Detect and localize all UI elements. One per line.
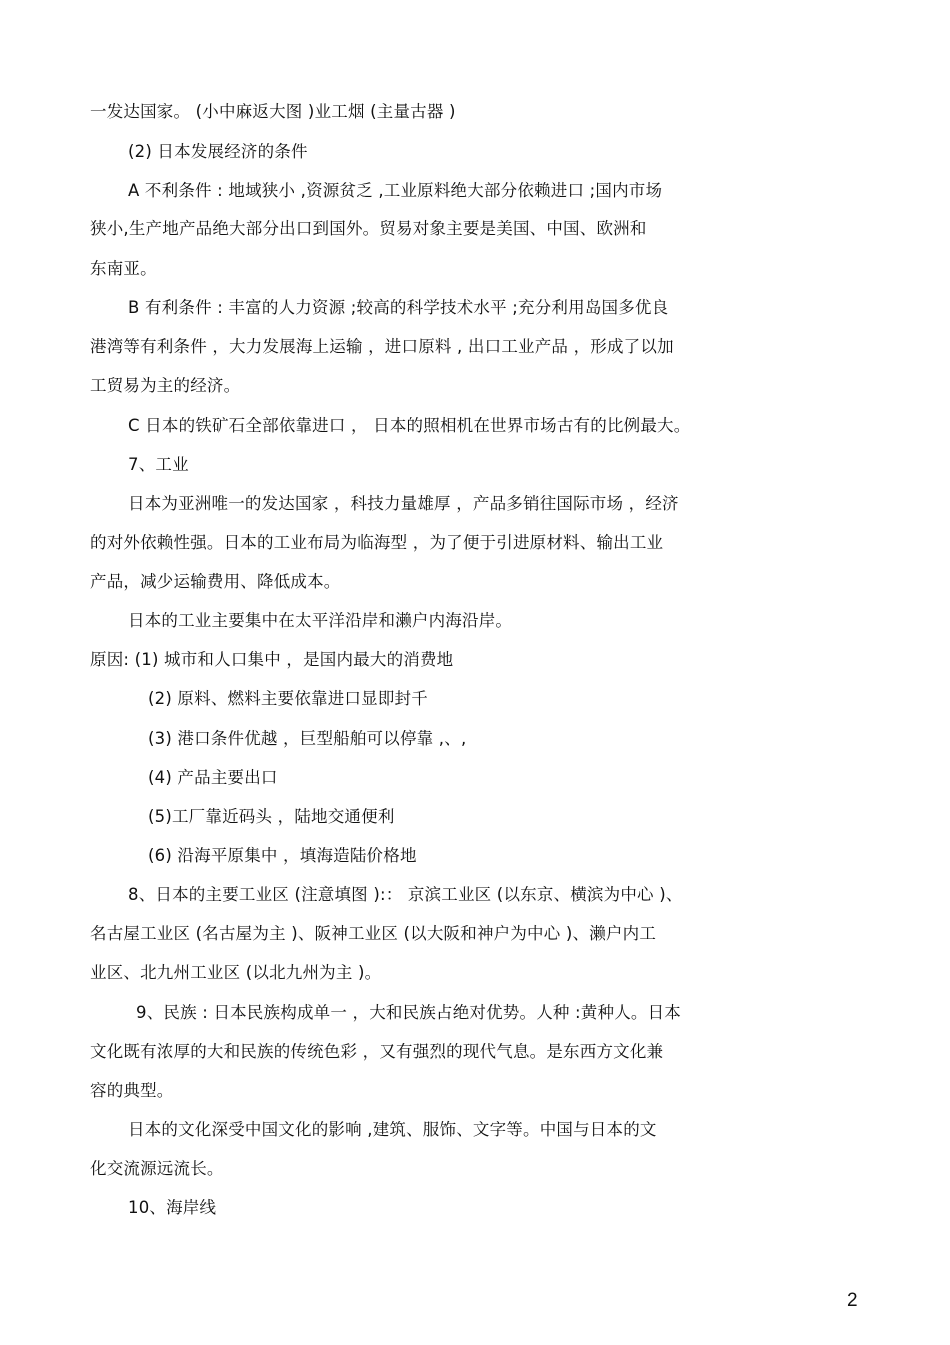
text-line-13: 产品，减少运输费用、降低成本。 — [90, 572, 341, 591]
text-line-2: (2) 日本发展经济的条件 — [128, 142, 308, 161]
text-line-14: 日本的工业主要集中在太平洋沿岸和濑户内海沿岸。 — [128, 611, 513, 630]
page-number: 2 — [847, 1290, 858, 1311]
text-line-9: C 日本的铁矿石全部依靠进口 ， 日本的照相机在世界市场古有的比例最大。 — [128, 416, 691, 435]
text-line-22: 名古屋工业区 (名古屋为主 )、阪神工业区 (以大阪和神户为中心 )、濑户内工 — [90, 924, 657, 943]
text-line-8: 工贸易为主的经济。 — [90, 376, 241, 395]
text-line-19: (5)工厂靠近码头 ，陆地交通便利 — [148, 807, 395, 826]
text-line-28: 化交流源远流长。 — [90, 1159, 224, 1178]
text-line-18: (4) 产品主要出口 — [148, 768, 278, 787]
text-line-12: 的对外依赖性强。日本的工业布局为临海型 ，为了便于引进原材料、输出工业 — [90, 533, 664, 552]
text-line-27: 日本的文化深受中国文化的影响 ,建筑、服饰、文字等。中国与日本的文 — [128, 1120, 657, 1139]
text-line-5: 东南亚。 — [90, 259, 157, 278]
text-line-15: 原因: (1) 城市和人口集中 ，是国内最大的消费地 — [90, 650, 454, 669]
text-line-20: (6) 沿海平原集中 ，填海造陆价格地 — [148, 846, 417, 865]
text-line-24: 9、民族 : 日本民族构成单一 ，大和民族占绝对优势。人种 :黄种人。日本 — [136, 1003, 681, 1022]
text-line-21: 8、日本的主要工业区 (注意填图 ):： 京滨工业区 (以东京、横滨为中心 )、 — [128, 885, 683, 904]
text-line-1: 一发达国家。 (小中麻返大图 )业工烟 (主量古器 ) — [90, 102, 456, 121]
text-line-10: 7、工业 — [128, 455, 189, 474]
text-line-7: 港湾等有利条件 ，大力发展海上运输 ，进口原料 , 出口工业产品 ，形成了以加 — [90, 337, 674, 356]
text-line-25: 文化既有浓厚的大和民族的传统色彩 ，又有强烈的现代气息。是东西方文化兼 — [90, 1042, 664, 1061]
text-line-4: 狭小,生产地产品绝大部分出口到国外。贸易对象主要是美国、中国、欧洲和 — [90, 219, 647, 238]
text-line-29: 10、海岸线 — [128, 1198, 217, 1217]
text-line-23: 业区、北九州工业区 (以北九州为主 )。 — [90, 963, 382, 982]
text-line-11: 日本为亚洲唯一的发达国家 ，科技力量雄厚 ，产品多销往国际市场 ，经济 — [128, 494, 679, 513]
text-line-16: (2) 原料、燃料主要依靠进口显即封千 — [148, 689, 428, 708]
text-line-3: A 不利条件 : 地域狭小 ,资源贫乏 ,工业原料绝大部分依赖进口 ;国内市场 — [128, 181, 663, 200]
text-line-6: B 有利条件 : 丰富的人力资源 ;较高的科学技术水平 ;充分利用岛国多优良 — [128, 298, 669, 317]
text-line-26: 容的典型。 — [90, 1081, 174, 1100]
text-line-17: (3) 港口条件优越 ，巨型船舶可以停靠 ,、, — [148, 729, 467, 748]
